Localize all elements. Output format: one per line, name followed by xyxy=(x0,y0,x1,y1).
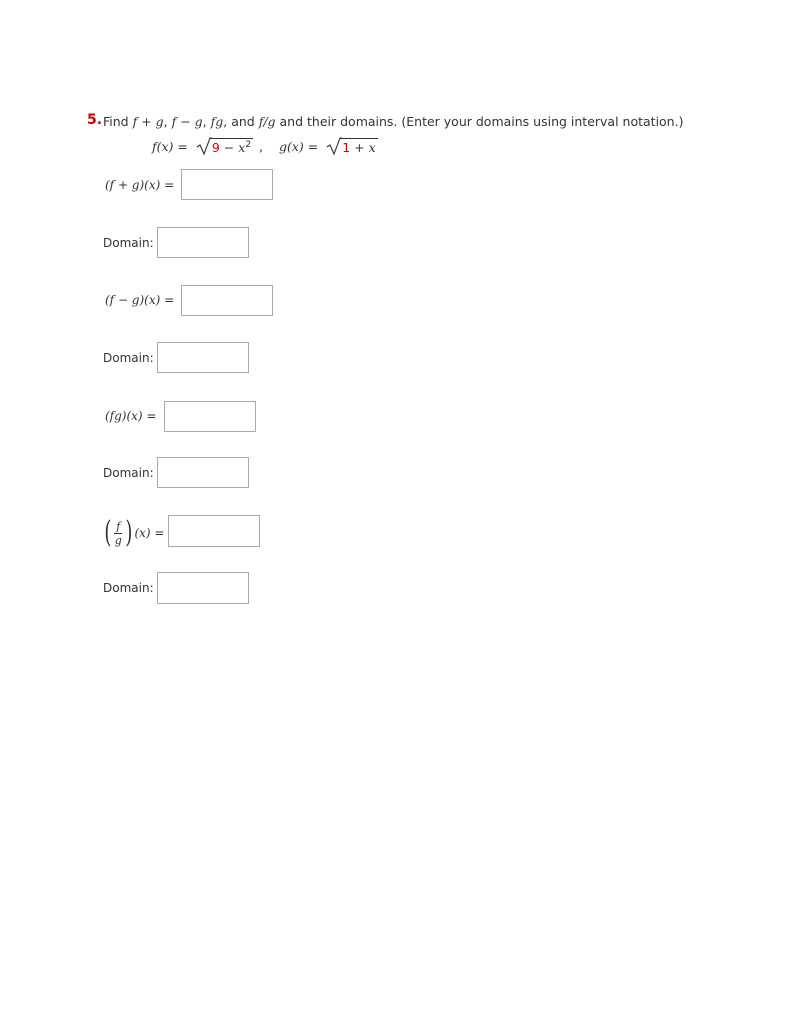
quot-label xyxy=(102,516,164,550)
question-number: 5. xyxy=(87,112,103,128)
g-radicand-var: + x xyxy=(350,140,376,156)
sum-domain-input[interactable] xyxy=(157,227,249,258)
quot-domain-label: Domain: xyxy=(103,581,154,595)
prompt-diff: f − g xyxy=(171,114,203,129)
g-radicand-const: 1 xyxy=(342,140,351,156)
diff-answer-input[interactable] xyxy=(181,285,273,316)
quot-denominator: g xyxy=(114,533,122,547)
prompt-quot: f/g xyxy=(258,114,276,129)
prompt-sum: f + g xyxy=(132,114,164,129)
f-definition-label: f(x) = xyxy=(152,139,188,155)
definition-comma: , xyxy=(259,139,264,155)
left-paren: ( xyxy=(104,515,112,550)
quot-answer-input[interactable] xyxy=(168,515,260,547)
sqrt-icon xyxy=(196,134,212,156)
prod-domain-label: Domain: xyxy=(103,466,154,480)
prompt-sep3: , and xyxy=(223,114,259,129)
quot-domain-input[interactable] xyxy=(157,572,249,604)
right-paren: ) xyxy=(125,515,133,550)
diff-domain-label: Domain: xyxy=(103,351,154,365)
f-radicand-const: 9 xyxy=(211,140,220,156)
f-radicand xyxy=(210,138,253,155)
prompt-find: Find xyxy=(103,114,133,129)
sqrt-icon xyxy=(326,134,342,156)
diff-domain-input[interactable] xyxy=(157,342,249,373)
prompt-rest: and their domains. (Enter your domains using interval notation.) xyxy=(275,114,684,129)
question-prompt xyxy=(103,114,683,129)
sum-domain-label: Domain: xyxy=(103,236,154,250)
g-radical xyxy=(326,138,377,155)
function-definitions xyxy=(152,138,380,158)
f-radical xyxy=(196,138,253,155)
g-definition-label: g(x) = xyxy=(279,139,319,155)
g-radicand xyxy=(340,138,377,155)
prod-label: (fg)(x) = xyxy=(105,409,157,423)
quot-fraction xyxy=(113,520,124,547)
prompt-prod: fg xyxy=(210,114,224,129)
f-radicand-var: − x xyxy=(219,140,246,156)
prod-answer-input[interactable] xyxy=(164,401,256,432)
diff-label: (f − g)(x) = xyxy=(105,293,175,307)
sum-label: (f + g)(x) = xyxy=(105,178,175,192)
quot-suffix: (x) = xyxy=(134,526,165,540)
sum-answer-input[interactable] xyxy=(181,169,273,200)
prompt-sep1: , xyxy=(163,114,172,129)
prod-domain-input[interactable] xyxy=(157,457,249,488)
quot-numerator: f xyxy=(116,519,121,533)
f-radicand-exponent: 2 xyxy=(245,140,252,150)
prompt-sep2: , xyxy=(202,114,211,129)
